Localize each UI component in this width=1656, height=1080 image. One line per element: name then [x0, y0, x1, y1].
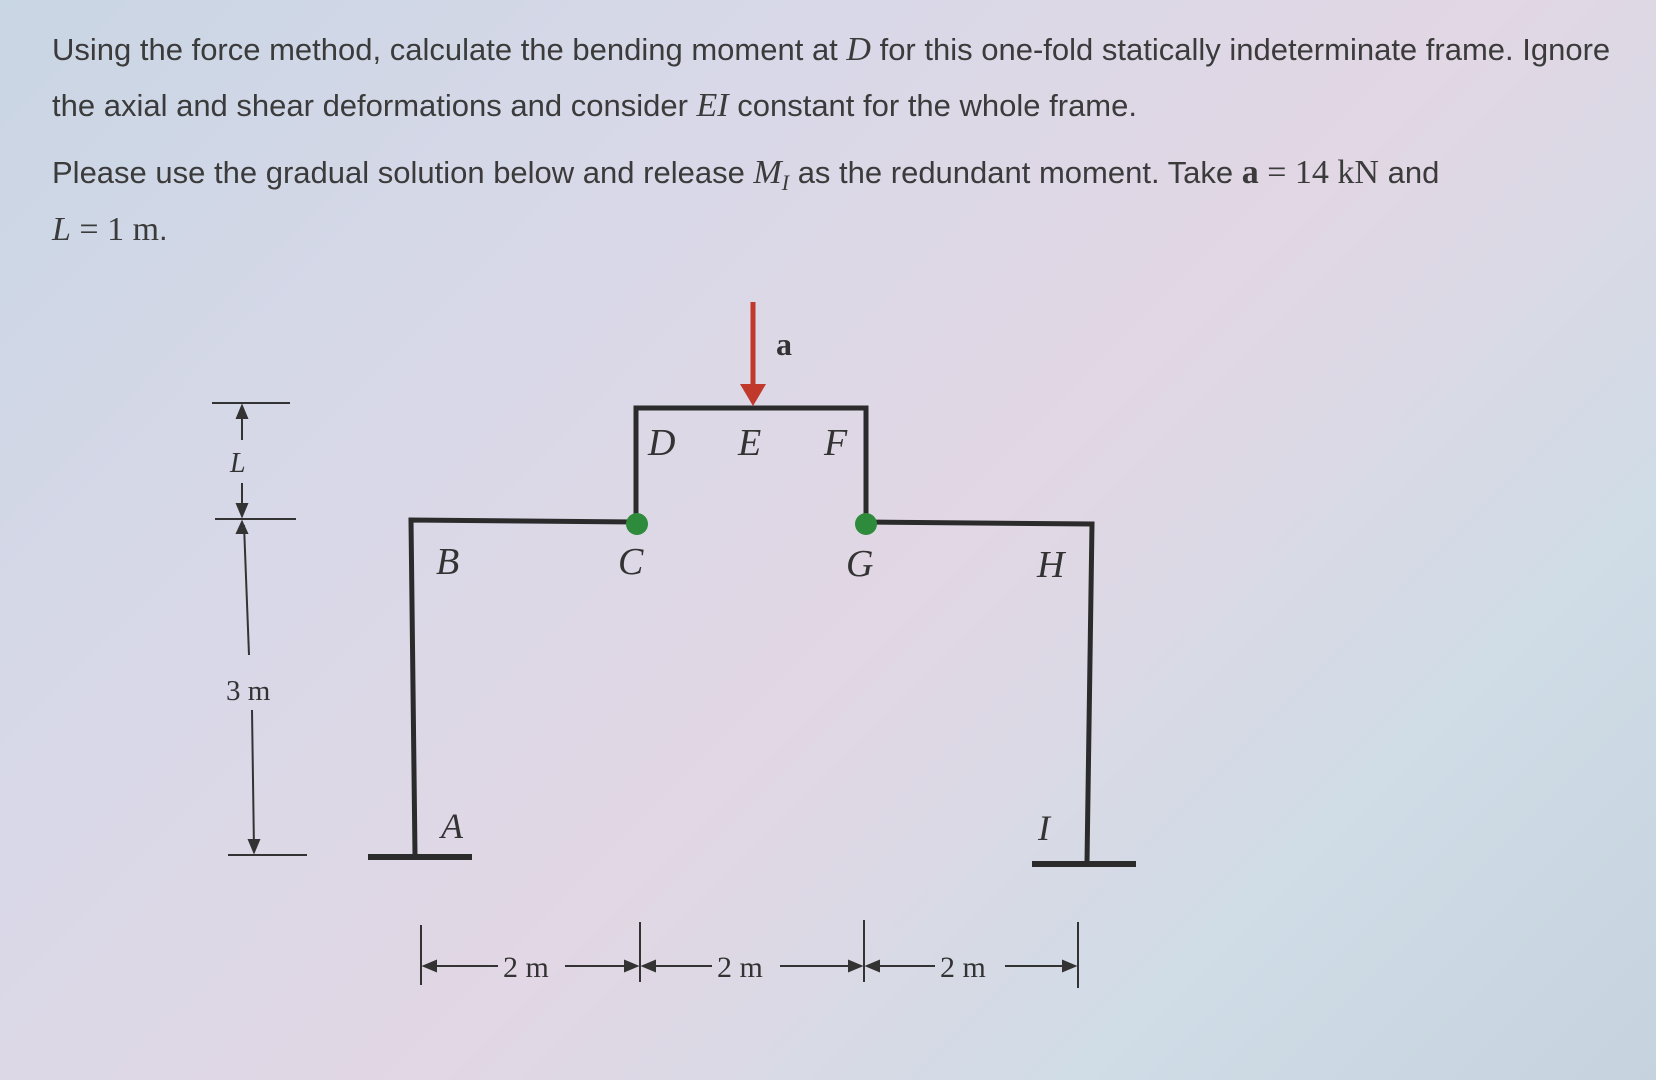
- label-d: D: [648, 422, 676, 464]
- dim-label-3m: 3 m: [226, 675, 271, 707]
- problem-text-segment: .: [159, 211, 168, 247]
- label-h: H: [1037, 544, 1065, 586]
- math-symbol-a: a: [1241, 153, 1259, 191]
- math-subscript-i: I: [781, 170, 790, 196]
- dim-label-bottom-2: 2 m: [717, 951, 763, 984]
- math-value-a: = 14 kN: [1258, 153, 1379, 191]
- load-label: a: [776, 326, 792, 362]
- math-value-l: = 1 m: [70, 210, 160, 248]
- label-i: I: [1038, 808, 1050, 848]
- label-g: G: [846, 543, 874, 585]
- problem-text-segment: as the redundant moment. Take: [789, 154, 1242, 190]
- load-arrow: [740, 302, 766, 406]
- hinge-c: [626, 513, 648, 535]
- dim-label-bottom-3: 2 m: [940, 951, 986, 984]
- dim-label-l: L: [230, 448, 246, 479]
- label-b: B: [436, 541, 460, 583]
- frame-outline: [411, 408, 1092, 862]
- label-a: A: [441, 806, 463, 846]
- math-symbol-d: D: [846, 31, 871, 68]
- label-e: E: [738, 422, 762, 464]
- problem-text-segment: and: [1378, 154, 1440, 190]
- problem-text-segment: Using the force method, calculate the bending moment at: [52, 32, 847, 67]
- math-symbol-l: L: [52, 210, 71, 248]
- frame-members: [411, 408, 1092, 862]
- label-f: F: [824, 422, 848, 464]
- label-c: C: [618, 541, 644, 583]
- problem-text-segment: constant for the whole frame.: [728, 88, 1137, 124]
- math-symbol-ei: EI: [696, 87, 729, 125]
- problem-text-segment: for this one-fold statically indeterminate frame. Ignore the axial and shear deformations and consider: [52, 32, 1611, 124]
- left-dimension: [212, 403, 307, 855]
- problem-text-segment: Please use the gradual solution below and release: [52, 154, 754, 190]
- dim-label-bottom-1: 2 m: [503, 951, 549, 984]
- hinge-g: [855, 513, 877, 535]
- math-symbol-m: M: [753, 153, 782, 191]
